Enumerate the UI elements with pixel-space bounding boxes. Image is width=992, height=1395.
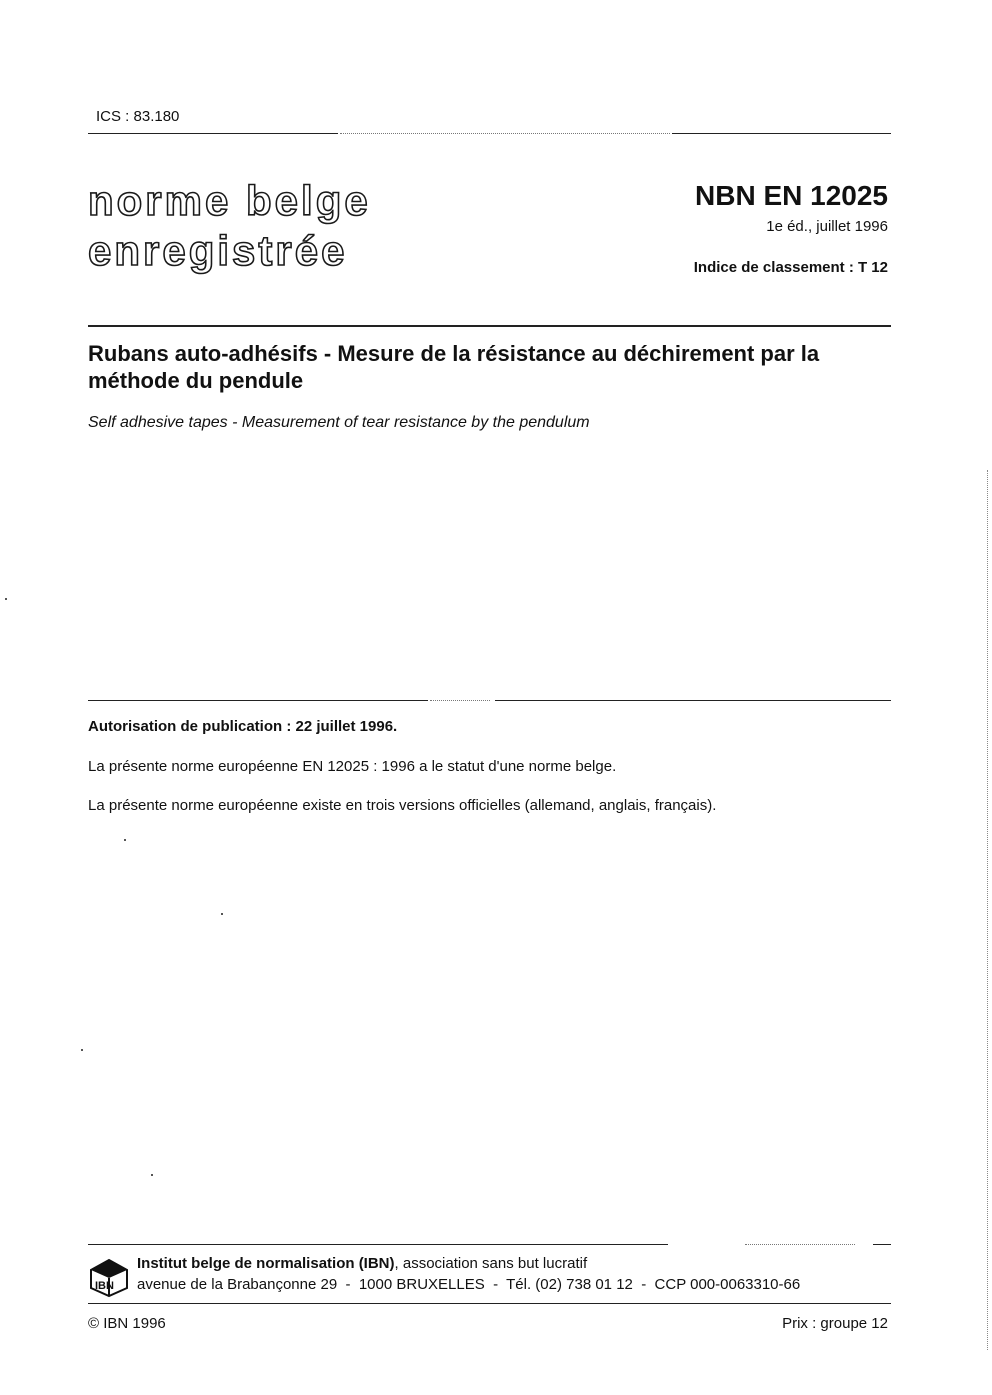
classification-index: Indice de classement : T 12 — [693, 259, 888, 276]
header-rule-left — [88, 133, 338, 134]
header-rule-right — [672, 133, 891, 134]
publication-authorization: Autorisation de publication : 22 juillet 1996. — [88, 718, 398, 735]
publication-rule-dotted — [430, 700, 490, 701]
scan-speck — [81, 1049, 83, 1051]
scan-speck — [151, 1174, 153, 1176]
svg-text:IBN: IBN — [95, 1280, 114, 1292]
standard-number: NBN EN 12025 — [695, 180, 888, 211]
header-rule-dotted — [340, 133, 670, 134]
footer-rule-right — [873, 1244, 891, 1245]
scan-edge-line — [987, 470, 989, 1350]
versions-statement: La présente norme européenne existe en trois versions officielles (allemand, anglais, français). — [88, 797, 717, 814]
scan-speck — [5, 598, 7, 600]
title-rule-top — [88, 325, 891, 327]
scan-speck — [124, 839, 126, 841]
institute-name: Institut belge de normalisation (IBN) — [137, 1255, 395, 1272]
document-title-french: Rubans auto-adhésifs - Mesure de la résistance au déchirement par la méthode du pendule — [88, 341, 820, 393]
footer-rule-dotted — [745, 1244, 855, 1245]
institute-suffix: , association sans but lucratif — [394, 1255, 588, 1272]
scan-speck — [221, 913, 223, 915]
ics-code: ICS : 83.180 — [96, 108, 180, 125]
publication-rule-left — [88, 700, 428, 701]
footer-rule-left — [88, 1244, 668, 1245]
price-group: Prix : groupe 12 — [782, 1315, 888, 1332]
ibn-logo-icon — [89, 1258, 129, 1298]
footer-bottom-rule — [88, 1303, 891, 1304]
brand-title-line1: norme belge — [88, 177, 371, 224]
document-title-english: Self adhesive tapes - Measurement of tear resistance by the pendulum — [88, 414, 590, 431]
copyright-notice: © IBN 1996 — [88, 1315, 166, 1332]
edition-date: 1e éd., juillet 1996 — [766, 218, 888, 235]
institute-address: avenue de la Brabançonne 29 - 1000 BRUXELLES - Tél. (02) 738 01 12 - CCP 000-0063310-66 — [137, 1276, 801, 1293]
brand-title-line2: enregistrée — [88, 227, 348, 274]
status-statement: La présente norme européenne EN 12025 : 1996 a le statut d'une norme belge. — [88, 758, 617, 775]
publication-rule-right — [495, 700, 891, 701]
institute-line — [137, 1255, 587, 1272]
